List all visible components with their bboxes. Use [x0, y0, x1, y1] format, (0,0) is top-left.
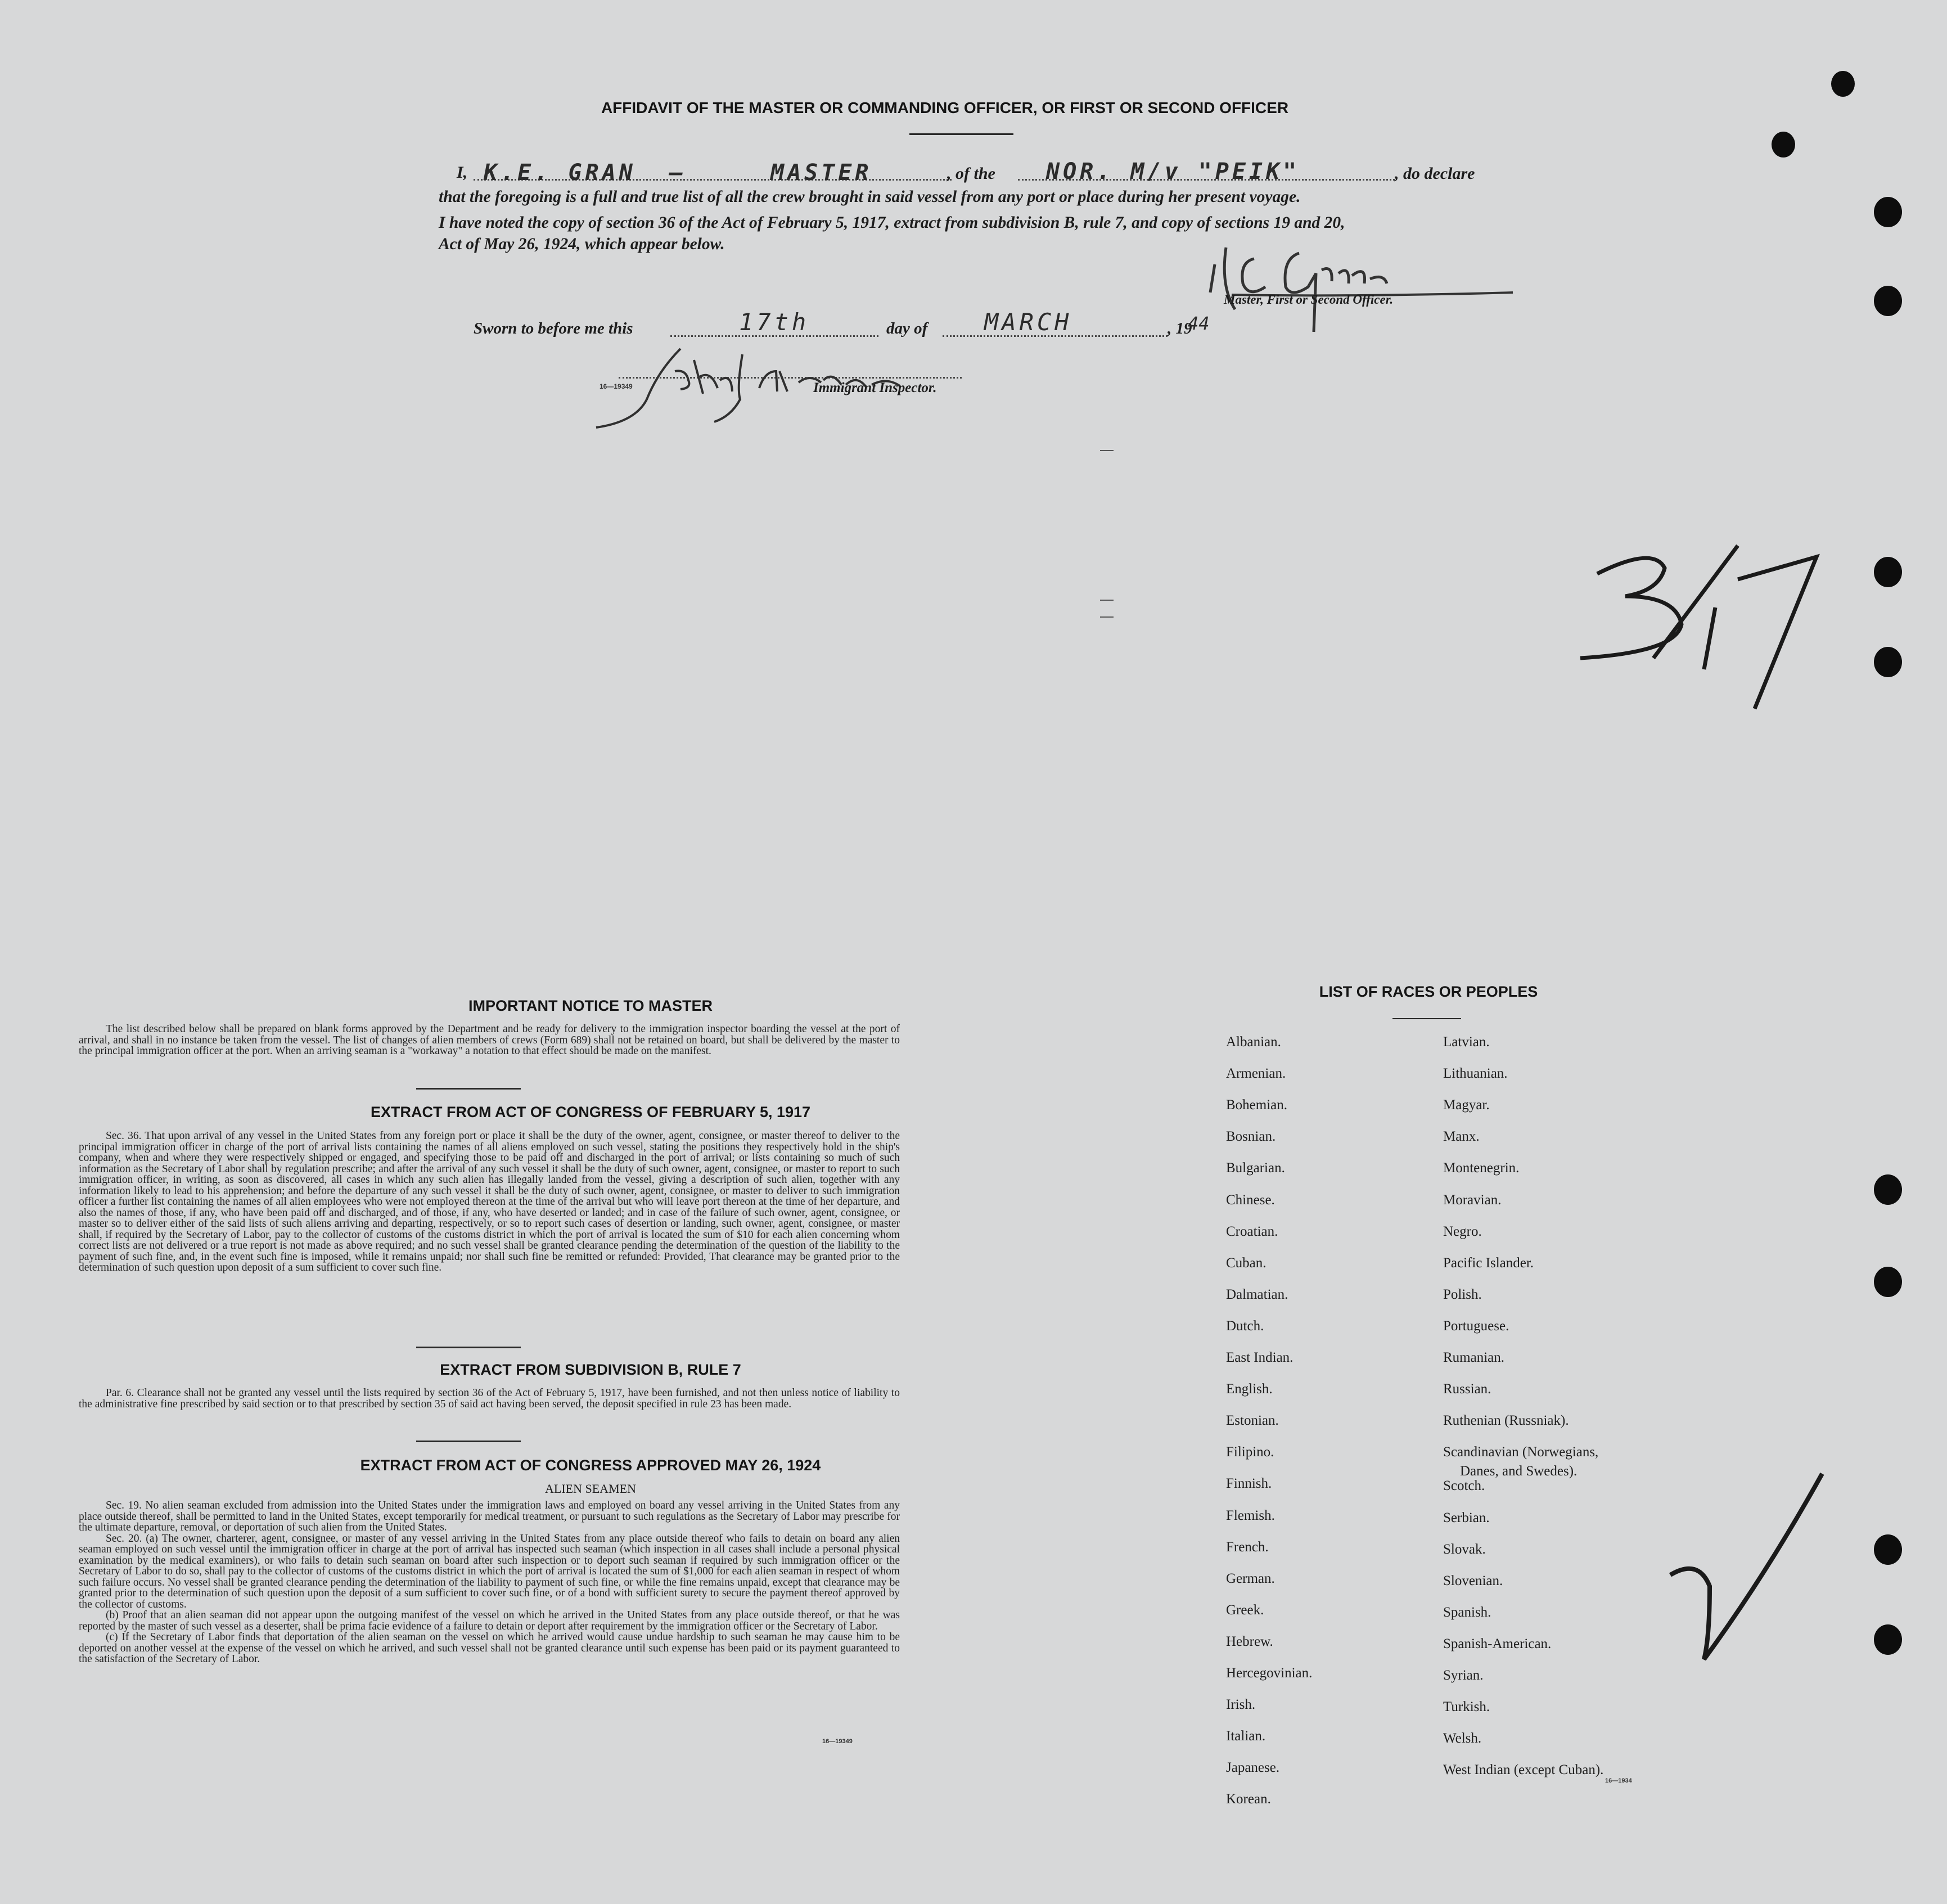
race-item: Latvian. [1443, 1034, 1490, 1050]
race-item: Hebrew. [1226, 1633, 1273, 1649]
race-item: Chinese. [1226, 1192, 1275, 1208]
race-item: Danes, and Swedes). [1460, 1464, 1578, 1479]
race-item: Ruthenian (Russniak). [1443, 1413, 1569, 1429]
race-item: Moravian. [1443, 1192, 1502, 1208]
race-item: Negro. [1443, 1223, 1482, 1239]
race-item: Bosnian. [1226, 1129, 1276, 1145]
declaration-line-3: I have noted the copy of section 36 of the Act of February 5, 1917, extract from subdivision B, rule 7, and copy of sections 19 and 20, [439, 214, 1345, 232]
notice-text: The list described below shall be prepared on blank forms approved by the Department and be ready for delivery to the immigration inspector boarding the vessel at the port of arrival, and shall in no instance be taken from the vessel. The list of changes of alien members of crews (Form 689) shall not be retained on board, but shall be delivered by the master to the principal immigration officer at the port. When an arriving seaman is a "workaway" a notation to that effect should be made on the manifest. [79, 1023, 900, 1057]
form-number: 16—19349 [600, 382, 633, 390]
punch-hole [1874, 1624, 1902, 1655]
inspector-signature [574, 337, 922, 422]
punch-hole [1874, 647, 1902, 677]
race-item: East Indian. [1226, 1350, 1294, 1365]
officer-rank: MASTER [770, 160, 872, 186]
sworn-label: Sworn to before me this [474, 319, 633, 337]
punch-hole [1831, 71, 1855, 97]
race-item: Armenian. [1226, 1066, 1286, 1082]
race-item: Manx. [1443, 1129, 1480, 1145]
year-suffix: 44 [1188, 313, 1210, 334]
divider [1392, 1018, 1461, 1019]
sworn-month: MARCH [984, 308, 1072, 336]
race-item: Turkish. [1443, 1699, 1490, 1715]
race-item: Scotch. [1443, 1478, 1485, 1494]
race-item: Croatian. [1226, 1223, 1278, 1239]
punch-hole [1874, 1174, 1902, 1205]
race-item: Syrian. [1443, 1668, 1484, 1683]
i-label: I, [457, 163, 468, 182]
race-item: Finnish. [1226, 1476, 1272, 1492]
race-item: Montenegrin. [1443, 1160, 1520, 1176]
declare-label: , do declare [1395, 164, 1475, 183]
notice-title: IMPORTANT NOTICE TO MASTER [468, 997, 713, 1014]
race-item: Slovenian. [1443, 1573, 1503, 1588]
extract-1924-text: Sec. 19. No alien seaman excluded from admission into the United States under the immigration laws and employed on board any vessel arriving in the United States from any place outside thereof, shall be permitted to land in the United States, except temporarily for medical treatment, or pursuant to such regulations as the Secretary of Labor may prescribe for the ultimate departure, removal, or deportation of such alien from the United States. Sec. 20. (a) The owner, charterer, agent, consignee, or master of any vessel arriving in the United States from any place outside thereof who fails to detain on board any alien seaman employed on such vessel until the immigration officer in charge at the port of arrival has inspected such seaman (which inspection in all cases shall include a personal physical examination by the medical examiners), or who fails to detain such seaman on board after such inspection or to deport such seaman if required by such immigration officer or the Secretary of Labor to do so, shall pay to the collector of customs of the customs district in which the port of arrival is located the sum of $1,000 for each alien seaman in respect of whom such failure occurs. No vessel shall be granted clearance pending the determination of the liability to payment of such fine, or while the fine remains unpaid, except that clearance may be granted prior to the determination of such question upon the deposit of a sum sufficient to cover such fine, or of a bond with sufficient surety to secure the payment thereof approved by the collector of customs. (b) Proof that an alien seaman did not appear upon the outgoing manifest of the vessel on which he arrived in the United States from any place outside thereof, or that he was reported by the master of such vessel as a deserter, shall be prima facie evidence of a failure to detain or deport after requirement by the immigration officer or the Secretary of Labor. (c) If the Secretary of Labor finds that deportation of the alien seaman on the vessel on which he arrived would cause undue hardship to such seaman he may cause him to be deported on another vessel at the expense of the vessel on which he arrived, and such vessel shall not be granted clearance until such expense has been paid or its payment guaranteed to the satisfaction of the Secretary of Labor. [79, 1500, 900, 1665]
punch-hole [1874, 1267, 1902, 1297]
master-signature [1181, 225, 1518, 349]
races-title: LIST OF RACES OR PEOPLES [1319, 983, 1538, 1000]
race-item: Serbian. [1443, 1510, 1490, 1525]
race-item: French. [1226, 1539, 1269, 1555]
race-item: Scandinavian (Norwegians, [1443, 1444, 1599, 1460]
race-item: Pacific Islander. [1443, 1255, 1534, 1271]
inspector-caption: Immigrant Inspector. [813, 380, 937, 395]
divider [416, 1347, 521, 1348]
rule7-text: Par. 6. Clearance shall not be granted any vessel until the lists required by section 36 of the Act of February 5, 1917, have been furnished, and not then unless notice of liability to the administrative fine prescribed by said section or to that prescribed by section 35 of said act having been served, the deposit specified in rule 23 has been made. [79, 1387, 900, 1410]
extract-1917-title: EXTRACT FROM ACT OF CONGRESS OF FEBRUARY 5, 1917 [370, 1104, 811, 1120]
declaration-line-2: that the foregoing is a full and true list of all the crew brought in said vessel from any port or place during her present voyage. [439, 188, 1301, 206]
race-item: Dalmatian. [1226, 1286, 1288, 1302]
race-item: Russian. [1443, 1381, 1491, 1397]
race-item: Magyar. [1443, 1097, 1490, 1113]
race-item: Cuban. [1226, 1255, 1267, 1271]
race-item: Bohemian. [1226, 1097, 1288, 1113]
center-tick [1100, 616, 1114, 618]
race-item: Albanian. [1226, 1034, 1281, 1050]
race-item: Bulgarian. [1226, 1160, 1285, 1176]
race-item: West Indian (except Cuban). [1443, 1762, 1604, 1778]
center-tick [1100, 450, 1114, 451]
race-item: Portuguese. [1443, 1318, 1509, 1334]
punch-hole [1874, 1534, 1902, 1565]
declaration-line-4: Act of May 26, 1924, which appear below. [439, 235, 725, 253]
race-item: Spanish. [1443, 1604, 1491, 1620]
race-item: Estonian. [1226, 1413, 1279, 1429]
race-item: Flemish. [1226, 1507, 1275, 1523]
center-tick [1100, 600, 1114, 601]
race-item: Polish. [1443, 1286, 1482, 1302]
punch-hole [1772, 132, 1795, 157]
race-item: Irish. [1226, 1697, 1256, 1713]
divider [909, 133, 1013, 135]
year-prefix: , 19 [1168, 319, 1192, 337]
races-form-number: 16—1934 [1605, 1777, 1632, 1784]
race-item: Lithuanian. [1443, 1066, 1508, 1082]
race-item: Slovak. [1443, 1541, 1486, 1557]
punch-hole [1874, 286, 1902, 316]
extract-form-number: 16—19349 [822, 1738, 853, 1745]
race-item: Greek. [1226, 1602, 1264, 1618]
alien-seamen-subtitle: ALIEN SEAMEN [545, 1482, 636, 1496]
race-item: Spanish-American. [1443, 1636, 1552, 1651]
vessel-name: NOR. M/v "PEIK" [1046, 159, 1300, 184]
race-item: Korean. [1226, 1792, 1271, 1807]
rule7-title: EXTRACT FROM SUBDIVISION B, RULE 7 [440, 1361, 741, 1378]
divider [416, 1088, 521, 1090]
date-mark [1569, 529, 1828, 714]
race-item: German. [1226, 1570, 1275, 1586]
dash: – [669, 160, 687, 186]
race-item: English. [1226, 1381, 1273, 1397]
race-item: Dutch. [1226, 1318, 1264, 1334]
divider [416, 1441, 521, 1442]
punch-hole [1874, 557, 1902, 587]
race-item: Hercegovinian. [1226, 1666, 1313, 1681]
affidavit-title: AFFIDAVIT OF THE MASTER OR COMMANDING OFFICER, OR FIRST OR SECOND OFFICER [601, 99, 1289, 116]
race-item: Welsh. [1443, 1731, 1482, 1747]
extract-1924-title: EXTRACT FROM ACT OF CONGRESS APPROVED MAY 26, 1924 [360, 1457, 821, 1474]
race-item: Rumanian. [1443, 1350, 1505, 1365]
check-mark [1659, 1451, 1828, 1665]
race-item: Japanese. [1226, 1760, 1280, 1776]
master-caption: Master, First or Second Officer. [1224, 292, 1394, 307]
extract-1917-text: Sec. 36. That upon arrival of any vessel in the United States from any foreign port or place it shall be the duty of the owner, agent, consignee, or master thereof to deliver to the principal immigration officer in charge of the port of arrival lists containing the names of all aliens employed on such vessel, stating the positions they respectively hold in the ship's company, when and where they were respectively shipped or engaged, and specifying those to be paid off and discharged in the port of arrival; or lists containing so much of such information as the Secretary of Labor shall by regulation prescribe; and after the arrival of any such vessel it shall be the duty of such owner, agent, consignee, or master to report to such immigration officer, in writing, as soon as discovered, all cases in which any such alien has illegally landed from the vessel, giving a description of such alien, together with any information likely to lead to his apprehension; and before the departure of any such vessel it shall be the duty of such owner, agent, consignee, or master to deliver to such immigration officer a further list containing the names of all alien employees who were not employed thereon at the time of the arrival but who will leave port thereon at the time of her departure, and also the names of those, if any, who have been paid off and discharged, and of those, if any, who have deserted or landed; and in case of the failure of such owner, agent, consignee, or master so to deliver either of the said lists of such aliens arriving and departing, respectively, or so to report such cases of desertion or landing, such owner, agent, consignee, or master shall, if required by the Secretary of Labor, pay to the collector of customs of the customs district in which the port of arrival is located the sum of $10 for each alien concerning whom correct lists are not delivered or a true report is not made as above required; and no such vessel shall be granted clearance pending the determination of the question of the liability to the payment of such fine, and, in the event such fine is imposed, while it remains unpaid; nor shall such fine be remitted or refunded: Provided, That clearance may be granted prior to the determination of such question upon deposit of a sum sufficient to cover such fine. [79, 1130, 900, 1273]
day-of-label: day of [886, 319, 928, 337]
race-item: Italian. [1226, 1729, 1266, 1744]
race-item: Filipino. [1226, 1444, 1274, 1460]
punch-hole [1874, 197, 1902, 227]
sworn-day: 17th [739, 308, 810, 336]
of-the-label: , of the [947, 164, 995, 183]
officer-name: K.E. GRAN [484, 160, 636, 186]
